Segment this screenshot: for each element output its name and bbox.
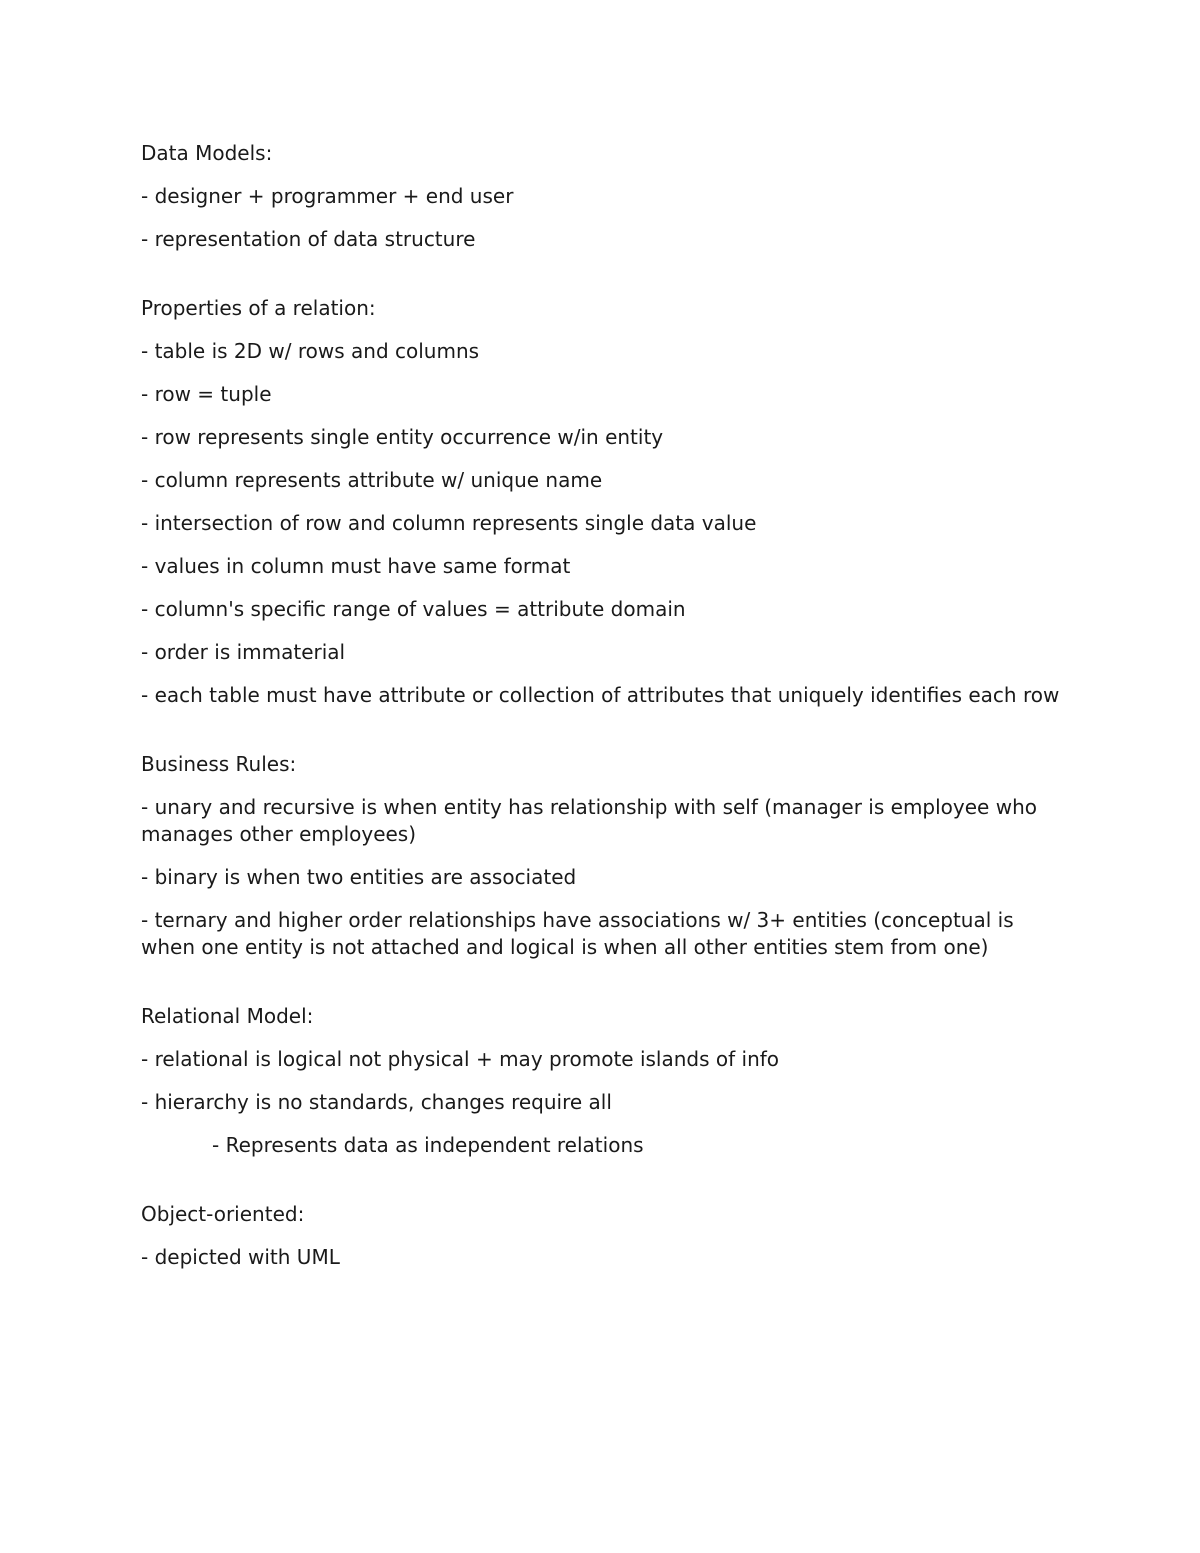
indented-bullet-item: - Represents data as independent relations	[212, 1133, 644, 1157]
section-business-rules	[141, 751, 1071, 961]
bullet-item: - unary and recursive is when entity has relationship with self (manager is employee who manages other employees)	[141, 795, 1037, 846]
section-heading: Properties of a relation:	[141, 296, 376, 320]
section-object-oriented	[141, 1201, 1071, 1271]
bullet-item: - table is 2D w/ rows and columns	[141, 339, 480, 363]
bullet-item: - row represents single entity occurrence w/in entity	[141, 425, 664, 449]
bullet-item: - hierarchy is no standards, changes require all	[141, 1090, 612, 1114]
section-heading: Relational Model:	[141, 1004, 314, 1028]
bullet-item: - values in column must have same format	[141, 554, 571, 578]
document-page	[141, 140, 1071, 1313]
section-data-models	[141, 140, 1071, 253]
bullet-item: - binary is when two entities are associated	[141, 865, 577, 889]
bullet-item: - depicted with UML	[141, 1245, 340, 1269]
section-properties-of-relation	[141, 295, 1071, 709]
bullet-item: - column's specific range of values = attribute domain	[141, 597, 686, 621]
bullet-item: - designer + programmer + end user	[141, 184, 514, 208]
bullet-item: - relational is logical not physical + may promote islands of info	[141, 1047, 780, 1071]
bullet-item: - representation of data structure	[141, 227, 476, 251]
section-relational-model	[141, 1003, 1071, 1159]
section-heading: Data Models:	[141, 141, 273, 165]
bullet-item: - each table must have attribute or collection of attributes that uniquely identifies each row	[141, 683, 1060, 707]
bullet-item: - ternary and higher order relationships have associations w/ 3+ entities (conceptual is when one entity is not attached and logical is when all other entities stem from one)	[141, 908, 1014, 959]
section-heading: Business Rules:	[141, 752, 297, 776]
bullet-item: - order is immaterial	[141, 640, 346, 664]
bullet-item: - intersection of row and column represents single data value	[141, 511, 757, 535]
bullet-item: - column represents attribute w/ unique name	[141, 468, 603, 492]
bullet-item: - row = tuple	[141, 382, 272, 406]
section-heading: Object-oriented:	[141, 1202, 305, 1226]
